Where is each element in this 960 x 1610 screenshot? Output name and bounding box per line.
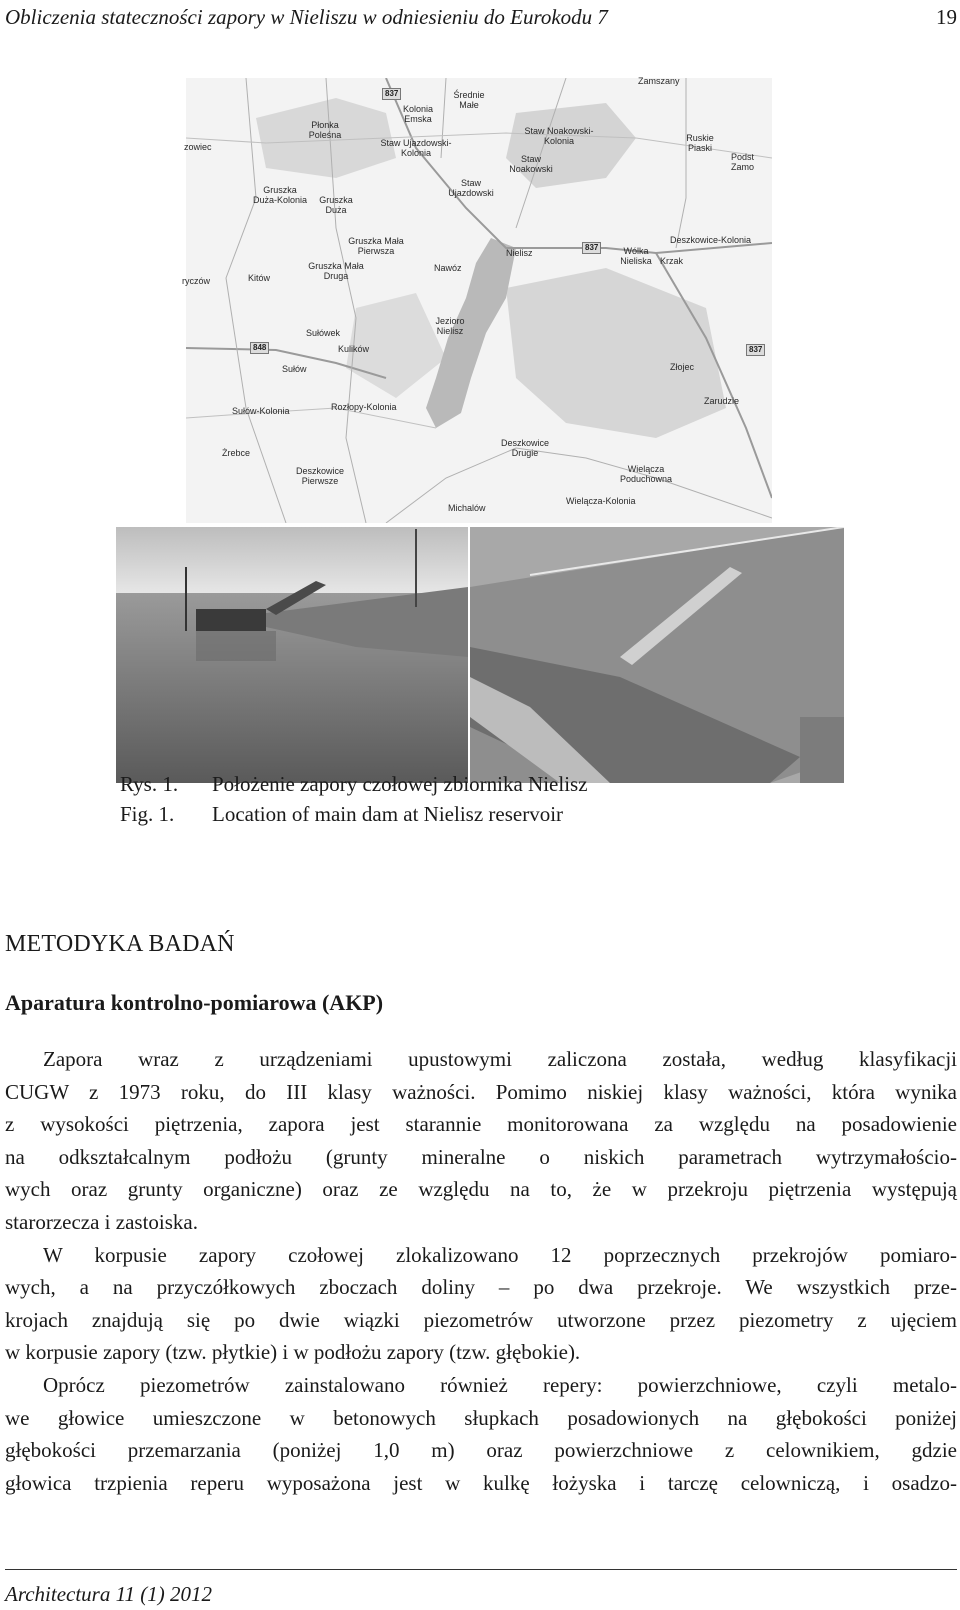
map-label: Gruszka Mała Druga bbox=[308, 261, 364, 281]
text-line: W korpusie zapory czołowej zlokalizowano 12 poprzecznych przekrojów pomiaro- bbox=[43, 1242, 957, 1267]
map-label: Sułówek bbox=[306, 328, 341, 338]
map-label: Staw Noakowski-Kolonia bbox=[524, 126, 594, 146]
map-label: Wielącza-Kolonia bbox=[566, 496, 636, 506]
map-label: zowiec bbox=[184, 142, 212, 152]
text-line: Oprócz piezometrów zainstalowano również repery: powierzchniowe, czyli metalo- bbox=[43, 1372, 957, 1397]
text-line: głębokości przemarzania (poniżej 1,0 m) oraz powierzchniowe z celownikiem, gdzie bbox=[5, 1438, 957, 1463]
figure-caption-en bbox=[120, 800, 563, 828]
map-label: ryczów bbox=[182, 276, 211, 286]
map-label: Płonka Poleśna bbox=[308, 120, 342, 140]
map-label: Średnie Małe bbox=[453, 90, 485, 110]
map-label: Podst Zamo bbox=[731, 152, 755, 172]
map-label: Kolonia Emska bbox=[402, 104, 434, 124]
map-label: Staw Ujazdowski bbox=[448, 178, 494, 198]
location-map bbox=[182, 76, 772, 523]
subsection-heading: Aparatura kontrolno-pomiarowa (AKP) bbox=[5, 990, 384, 1015]
text-line: krojach znajdują się po dwie wiązki piezometrów utworzone przez piezometry z ujęciem bbox=[5, 1307, 957, 1332]
map-label: Deszkowice Drugie bbox=[500, 438, 549, 458]
text-line: z wysokości piętrzenia, zapora jest starannie monitorowana za względu na posadowienie bbox=[5, 1112, 957, 1137]
text-line: Zapora wraz z urządzeniami upustowymi zaliczona została, według klasyfikacji bbox=[43, 1047, 957, 1071]
map-label: Żrebce bbox=[222, 448, 251, 458]
map-label: Nawóz bbox=[434, 263, 462, 273]
figure-caption-pl bbox=[120, 770, 588, 798]
text-line: CUGW z 1973 roku, do III klasy ważności. Pomimo niskiej klasy ważności, która wynika bbox=[5, 1079, 957, 1104]
road-number: 837 bbox=[746, 344, 765, 356]
body-text bbox=[5, 1043, 957, 1499]
section-heading: METODYKA BADAŃ bbox=[5, 931, 235, 957]
text-line: starorzecza i zastoiska. bbox=[5, 1209, 198, 1234]
map-label: Kitów bbox=[248, 273, 271, 283]
running-head bbox=[5, 2, 957, 32]
map-label: Staw Noakowski bbox=[509, 154, 553, 174]
page-number: 19 bbox=[936, 5, 957, 29]
road-number: 837 bbox=[382, 88, 401, 100]
figure-label-pl: Rys. 1. bbox=[120, 772, 179, 796]
map-label: Deszkowice-Kolonia bbox=[670, 235, 752, 245]
dam-slope-photo-graphic bbox=[470, 527, 844, 783]
footer-journal: Architectura 11 (1) 2012 bbox=[5, 1582, 213, 1606]
text-line: głowica trzpienia reperu wyposażona jest w kulkę łożyska i tarczę celowniczą, i osadzo- bbox=[5, 1470, 957, 1495]
figure-caption-text-pl: Położenie zapory czołowej zbiornika Nielisz bbox=[212, 772, 588, 796]
map-label: Wólka Nieliska bbox=[620, 246, 652, 266]
map-label: Nielisz bbox=[506, 248, 533, 258]
map-label: Zamszany bbox=[638, 76, 680, 86]
figure-caption-text-en: Location of main dam at Nielisz reservoir bbox=[212, 802, 564, 826]
text-line: wych, a na przyczółkowych zboczach doliny – po dwa przekroje. We wszystkich prze- bbox=[5, 1275, 957, 1300]
map-label: Zarudzie bbox=[704, 396, 740, 406]
map-label: Ruskie Piaski bbox=[686, 133, 714, 153]
map-label: Gruszka Duża bbox=[319, 195, 353, 215]
dam-slope-photo bbox=[470, 527, 844, 783]
reservoir-photo-graphic bbox=[116, 527, 468, 783]
text-line: wych oraz grunty organiczne) oraz ze względu na to, że w przekroju piętrzenia występują bbox=[5, 1177, 957, 1202]
map-label: Deszkowice Pierwsze bbox=[295, 466, 344, 486]
reservoir-photo bbox=[116, 527, 468, 783]
map-label: Wielącza Poduchowna bbox=[619, 464, 673, 484]
map-label: Kulików bbox=[338, 344, 370, 354]
map-label: Gruszka Duża-Kolonia bbox=[252, 185, 308, 205]
map-label: Krzak bbox=[660, 256, 684, 266]
text-line: we głowice umieszczone w betonowych słupkach posadowionych na głębokości poniżej bbox=[5, 1405, 957, 1430]
footer-rule bbox=[5, 1569, 957, 1570]
map-label: Jezioro Nielisz bbox=[435, 316, 465, 336]
map-label: Staw Ujazdowski-Kolonia bbox=[380, 138, 452, 158]
text-line: w korpusie zapory (tzw. płytkie) i w podłożu zapory (tzw. głębokie). bbox=[5, 1340, 581, 1365]
map-label: Rozłopy-Kolonia bbox=[331, 402, 397, 412]
map-label: Gruszka Mała Pierwsza bbox=[348, 236, 404, 256]
map-label: Sułów-Kolonia bbox=[232, 406, 290, 416]
figure-label-en: Fig. 1. bbox=[120, 802, 175, 826]
map-label: Sułów bbox=[282, 364, 307, 374]
running-head-title: Obliczenia stateczności zapory w Nieliszu w odniesieniu do Eurokodu 7 bbox=[5, 5, 608, 29]
road-number: 837 bbox=[582, 242, 601, 254]
text-line: na odkształcalnym podłożu (grunty mineralne o niskich parametrach wytrzymałościo- bbox=[5, 1144, 957, 1169]
map-label: Złojec bbox=[670, 362, 695, 372]
road-number: 848 bbox=[250, 342, 269, 354]
map-label: Michalów bbox=[448, 503, 486, 513]
